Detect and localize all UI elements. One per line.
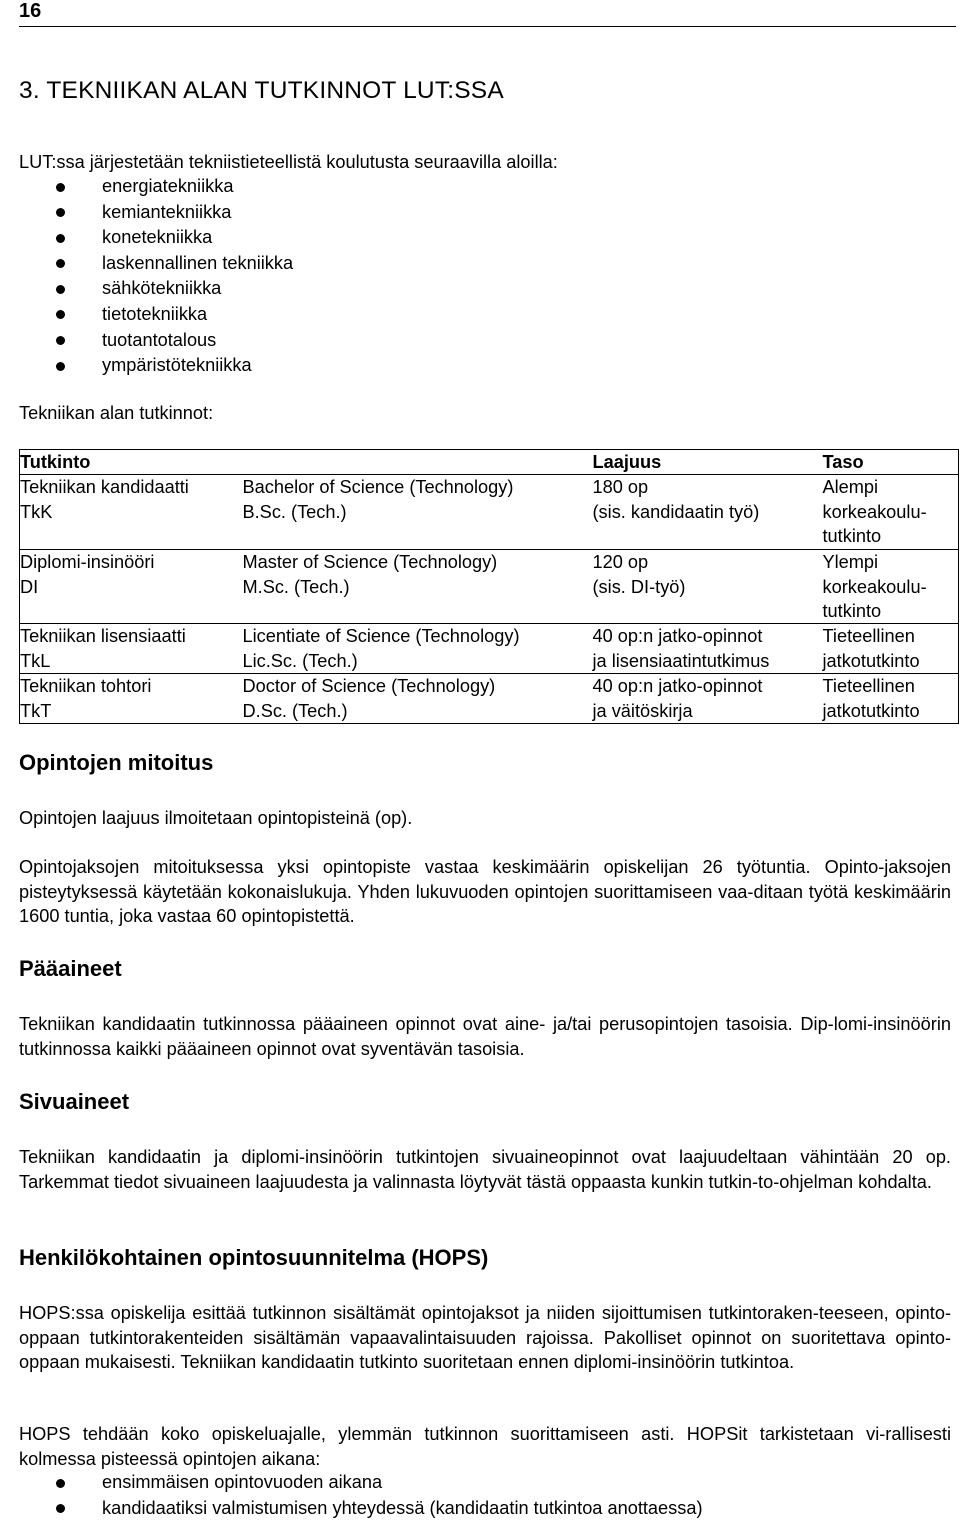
degrees-table [19, 449, 959, 724]
chapter-heading: 3. TEKNIIKAN ALAN TUTKINNOT LUT:SSA [19, 77, 504, 104]
bullet-icon [56, 234, 65, 243]
paragraph: HOPS:ssa opiskelija esittää tutkinnon sisältämät opintojaksot ja niiden sijoittumisen tutkintoraken-teeseen, opinto-oppaan tutkintorakenteiden sisältämän vapaavalintaisuuden rajoissa. Pakolliset opinnot on suoritettava opinto-oppaan mukaisesti. Tekniikan kandidaatin tutkinto suoritetaan ennen diplomi-insinöörin tutkintoa. [19, 1303, 951, 1373]
list-item: kandidaatiksi valmistumisen yhteydessä (kandidaatin tutkintoa anottaessa) [19, 1496, 703, 1522]
paragraph: Tekniikan kandidaatin ja diplomi-insinöörin tutkintojen sivuaineopinnot ovat laajuudeltaan vähintään 20 op. Tarkemmat tiedot sivuaineen laajuudesta ja valinnasta löytyvät tästä oppaasta kunkin tutkin-to-ohjelman kohdalta. [19, 1147, 951, 1192]
fields-list [19, 174, 293, 379]
list-item: energiatekniikka [19, 174, 293, 200]
header-degree: Tutkinto [20, 450, 593, 475]
intro-text: LUT:ssa järjestetään tekniistieteellistä koulutusta seuraavilla aloilla: [19, 152, 558, 172]
hops-list [19, 1470, 703, 1521]
bullet-icon [56, 208, 65, 217]
page-number: 16 [19, 0, 42, 22]
table-header-row [20, 450, 959, 475]
list-item: konetekniikka [19, 225, 293, 251]
paragraph: Opintojen laajuus ilmoitetaan opintopisteinä (op). [19, 808, 413, 828]
paragraph: HOPS tehdään koko opiskeluajalle, ylemmän tutkinnon suorittamiseen asti. HOPSit tarkistetaan vi-rallisesti kolmessa pisteessä opintojen aikana: [19, 1424, 951, 1469]
bullet-icon [56, 362, 65, 371]
header-scope: Laajuus [593, 450, 823, 475]
section-heading-paaaineet: Pääaineet [19, 956, 122, 981]
bullet-icon [56, 310, 65, 319]
bullet-icon [56, 259, 65, 268]
bullet-icon [56, 1504, 65, 1513]
table-row: Tekniikan kandidaatti TkK Bachelor of Science (Technology) B.Sc. (Tech.) 180 op (sis. kandidaatin työ) Alempi korkeakoulu- tutkinto [20, 475, 959, 550]
section-heading-sivuaineet: Sivuaineet [19, 1089, 130, 1114]
list-item: kemiantekniikka [19, 200, 293, 226]
list-item: tietotekniikka [19, 302, 293, 328]
bullet-icon [56, 336, 65, 345]
section-heading-mitoitus: Opintojen mitoitus [19, 750, 214, 775]
list-item: ensimmäisen opintovuoden aikana [19, 1470, 703, 1496]
list-item: sähkötekniikka [19, 276, 293, 302]
table-row: Diplomi-insinööri DI Master of Science (Technology) M.Sc. (Tech.) 120 op (sis. DI-työ) Ylempi korkeakoulu- tutkinto [20, 550, 959, 624]
header-rule [19, 26, 956, 27]
table-row: Tekniikan lisensiaatti TkL Licentiate of Science (Technology) Lic.Sc. (Tech.) 40 op:n jatko-opinnot ja lisensiaatintutkimus Tieteellinen jatkotutkinto [20, 624, 959, 674]
degrees-intro: Tekniikan alan tutkinnot: [19, 403, 214, 423]
list-item: ympäristötekniikka [19, 353, 293, 379]
section-heading-hops: Henkilökohtainen opintosuunnitelma (HOPS) [19, 1245, 489, 1270]
paragraph: Tekniikan kandidaatin tutkinnossa pääaineen opinnot ovat aine- ja/tai perusopintojen tasoisia. Dip-lomi-insinöörin tutkinnossa kaikki pääaineen opinnot ovat syventävän tasoisia. [19, 1014, 951, 1059]
list-item: laskennallinen tekniikka [19, 251, 293, 277]
bullet-icon [56, 1479, 65, 1488]
table-row: Tekniikan tohtori TkT Doctor of Science (Technology) D.Sc. (Tech.) 40 op:n jatko-opinnot ja väitöskirja Tieteellinen jatkotutkinto [20, 676, 920, 721]
bullet-icon [56, 285, 65, 294]
header-level: Taso [823, 450, 959, 475]
paragraph: Opintojaksojen mitoituksessa yksi opintopiste vastaa keskimäärin opiskelijan 26 työtuntia. Opinto-jaksojen pisteytyksessä käytetään kokonaislukuja. Yhden lukuvuoden opintojen suorittamiseen vaa-ditaan työtä keskimäärin 1600 tuntia, joka vastaa 60 opintopistettä. [19, 857, 951, 927]
list-item: tuotantotalous [19, 328, 293, 354]
bullet-icon [56, 183, 65, 192]
